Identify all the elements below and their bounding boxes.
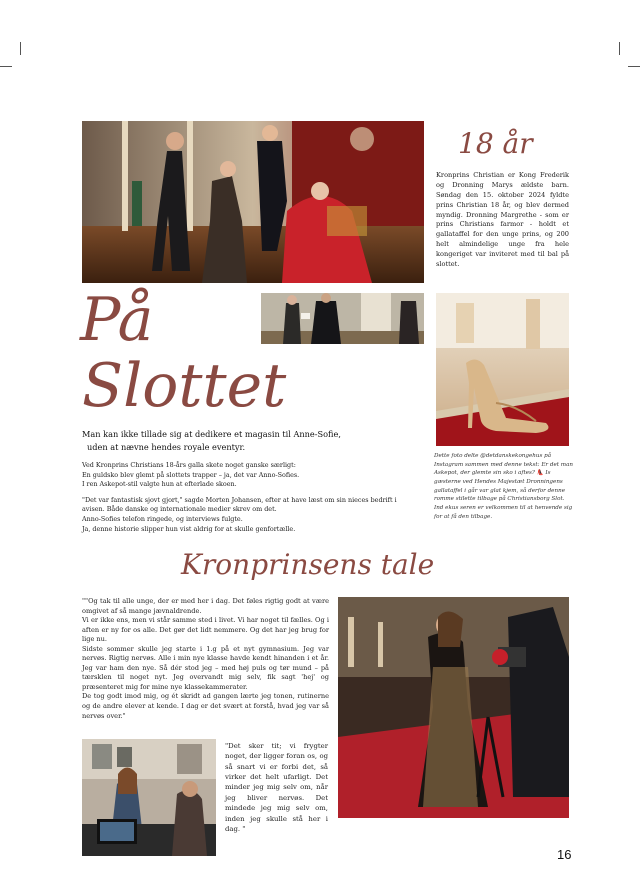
lead-line: uden at nævne hendes royale eventyr. [87, 441, 246, 452]
quote-text: "Det sker tit; vi frygter noget, der ligger foran os, og så snart vi er forbi det, så virker det helt ufarligt. Det minder jeg mig selv om, når jeg bliver nervøs. Det mindede jeg mig selv om, inden jeg skulle stå her i dag. " [225, 742, 328, 833]
crop-mark [628, 66, 640, 67]
crop-mark [20, 42, 21, 55]
crop-mark [619, 42, 620, 55]
story-line: Ved Kronprins Christians 18-års galla skete noget ganske særligt: [82, 461, 296, 469]
story-line: Ja, denne historie slipper hun vist aldrig for at skulle genfortælle. [82, 524, 296, 533]
intro-paragraph: Kronprins Christian er Kong Frederik og Dronning Marys ældste barn. Søndag den 15. oktober 2024 fyldte prins Christian 18 år, og blev dermed myndig. Dronning Margrethe - som er prins Christians farmor - holdt et gallataffel for den unge prins, og 200 helt almindelige unge fra hele kongeriget var inviteret med til bal på slottet. [436, 171, 569, 269]
story-line: Anno-Sofies telefon ringede, og interviews fulgte. [82, 515, 243, 524]
golden-shoe-photo [436, 293, 569, 446]
main-title-line1: På [80, 285, 154, 355]
lead-text [82, 428, 432, 453]
red-carpet-photo [338, 597, 569, 818]
speech-heading: Kronprinsens tale [181, 548, 435, 581]
shoe-caption: Dette foto delte @detdanskekongehus på Instagram sammen med denne tekst: Er det man Askepot, der glemte sin sko i aftes? 👠 Is gæsterne ved Hendes Majestæt Dronningens gallataffel i går var glat kjem, så derfor denne romme stilette tilbage på Christiansborg Slot. Ind ekus seren er velkommen til at henvende sig for at få den tilbage. [434, 453, 574, 520]
story-line: "Det var fantastisk sjovt gjort," sagde Morten Johansen, efter at have læst om sin nieces bedrift i avisen. Både danske og internationale medier skrev om det. [82, 495, 397, 514]
story-line: I ren Askepot-stil valgte hun at efterlade skoen. [82, 480, 237, 489]
page-number: 16 [557, 847, 572, 862]
story-text [82, 461, 402, 534]
crop-mark [0, 66, 12, 67]
main-title-line2: Slottet [82, 351, 287, 421]
lead-line: Man kan ikke tillade sig at dedikere et magasin til Anne-Sofie, [82, 429, 341, 439]
speech-text: ""Og tak til alle unge, der er med her i dag. Det føles rigtig godt at være omgivet af så mange jævnaldrende. Vi er ikke ens, men vi står samme sted i livet. Vi har noget til fælles. Og i aften er ny for os alle. Det gør det lidt nemmere. Og det har jeg brug for lige nu. Sidste sommer skulle jeg starte i 1.g på et nyt gymnasium. Jeg var nervøs. Rigtig nervøs. Alle i min nye klasse havde kendt hinanden i et år. Jeg var ham den nye. Så dér stod jeg – med høj puls og tør mund – på tærsklen til noget nyt. Jeg overvandt mig selv, fik sagt 'hej' og præsenteret mig for mine nye klassekammerater. De tog godt imod mig, og ét skridt ad gangen lærte jeg tonen, rutinerne og de andre elever at kende. I dag er det svært at forstå, hvad jeg var så nervøs over." [82, 597, 329, 720]
studio-photo [82, 739, 216, 856]
guests-photo [261, 293, 424, 344]
section-heading-18: 18 år [458, 127, 533, 160]
story-line: En guldsko blev glemt på slottets trapper – ja, det var Anno-Sofies. [82, 470, 300, 479]
ballroom-photo [82, 121, 424, 283]
